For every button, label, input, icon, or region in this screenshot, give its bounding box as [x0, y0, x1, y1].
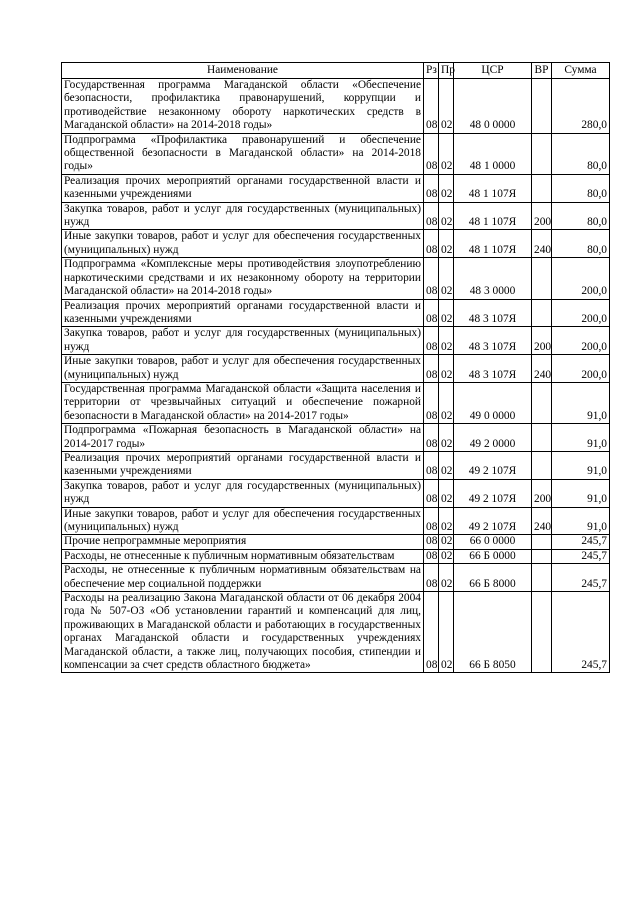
row-vr — [532, 79, 552, 134]
row-vr: 200 — [532, 202, 552, 230]
row-csr: 48 1 107Я — [454, 230, 532, 258]
header-rz: Рз — [424, 63, 439, 79]
row-csr: 48 0 0000 — [454, 79, 532, 134]
row-name: Закупка товаров, работ и услуг для государственных (муниципальных) нужд — [62, 327, 424, 355]
table-row — [62, 535, 610, 549]
row-sum: 245,7 — [552, 592, 610, 673]
row-csr: 49 2 107Я — [454, 507, 532, 535]
row-rz: 08 — [424, 355, 439, 383]
row-rz: 08 — [424, 535, 439, 549]
row-csr: 49 0 0000 — [454, 382, 532, 423]
row-rz: 08 — [424, 230, 439, 258]
table-row — [62, 507, 610, 535]
row-vr — [532, 299, 552, 327]
row-rz: 08 — [424, 549, 439, 563]
row-csr: 66 0 0000 — [454, 535, 532, 549]
row-rz: 08 — [424, 79, 439, 134]
row-name: Реализация прочих мероприятий органами государственной власти и казенными учреждениями — [62, 451, 424, 479]
table-row — [62, 79, 610, 134]
row-vr — [532, 424, 552, 452]
row-pr: 02 — [439, 79, 454, 134]
row-sum: 200,0 — [552, 327, 610, 355]
row-vr — [532, 549, 552, 563]
row-name: Государственная программа Магаданской области «Обеспечение безопасности, профилактика правонарушений, коррупции и противодействие незаконному обороту наркотических средств в Магаданской области» на 2014-2018 годы» — [62, 79, 424, 134]
row-vr: 200 — [532, 327, 552, 355]
row-name: Подпрограмма «Комплексные меры противодействия злоупотреблению наркотическими средствами и их незаконному обороту на территории Магаданской области» на 2014-2018 годы» — [62, 258, 424, 299]
row-csr: 66 Б 8000 — [454, 564, 532, 592]
row-vr — [532, 451, 552, 479]
row-rz: 08 — [424, 258, 439, 299]
row-pr: 02 — [439, 549, 454, 563]
header-vr: ВР — [532, 63, 552, 79]
row-sum: 91,0 — [552, 424, 610, 452]
row-name: Закупка товаров, работ и услуг для государственных (муниципальных) нужд — [62, 202, 424, 230]
row-sum: 245,7 — [552, 549, 610, 563]
row-name: Закупка товаров, работ и услуг для государственных (муниципальных) нужд — [62, 479, 424, 507]
row-sum: 200,0 — [552, 258, 610, 299]
row-name: Расходы, не отнесенные к публичным нормативным обязательствам — [62, 549, 424, 563]
row-vr: 240 — [532, 355, 552, 383]
row-sum: 200,0 — [552, 355, 610, 383]
row-vr: 240 — [532, 507, 552, 535]
table-row — [62, 133, 610, 174]
table-row — [62, 549, 610, 563]
row-rz: 08 — [424, 382, 439, 423]
row-sum: 245,7 — [552, 535, 610, 549]
row-sum: 80,0 — [552, 202, 610, 230]
row-csr: 49 2 107Я — [454, 479, 532, 507]
header-csr: ЦСР — [454, 63, 532, 79]
row-sum: 91,0 — [552, 382, 610, 423]
row-sum: 91,0 — [552, 451, 610, 479]
row-csr: 48 3 107Я — [454, 327, 532, 355]
row-sum: 245,7 — [552, 564, 610, 592]
row-rz: 08 — [424, 424, 439, 452]
table-row — [62, 355, 610, 383]
header-pr: Пр — [439, 63, 454, 79]
row-sum: 80,0 — [552, 174, 610, 202]
row-vr: 240 — [532, 230, 552, 258]
row-csr: 48 3 0000 — [454, 258, 532, 299]
row-vr — [532, 174, 552, 202]
table-row — [62, 327, 610, 355]
row-rz: 08 — [424, 479, 439, 507]
row-rz: 08 — [424, 174, 439, 202]
row-pr: 02 — [439, 174, 454, 202]
budget-table — [61, 62, 610, 673]
table-row — [62, 479, 610, 507]
row-rz: 08 — [424, 564, 439, 592]
row-rz: 08 — [424, 133, 439, 174]
row-sum: 80,0 — [552, 133, 610, 174]
row-vr — [532, 382, 552, 423]
table-body — [62, 79, 610, 673]
row-csr: 49 2 107Я — [454, 451, 532, 479]
row-sum: 280,0 — [552, 79, 610, 134]
row-pr: 02 — [439, 592, 454, 673]
row-name: Иные закупки товаров, работ и услуг для обеспечения государственных (муниципальных) нужд — [62, 507, 424, 535]
row-vr — [532, 564, 552, 592]
row-rz: 08 — [424, 299, 439, 327]
row-rz: 08 — [424, 451, 439, 479]
table-row — [62, 382, 610, 423]
table-row — [62, 424, 610, 452]
row-pr: 02 — [439, 355, 454, 383]
row-csr: 48 3 107Я — [454, 355, 532, 383]
row-vr: 200 — [532, 479, 552, 507]
row-name: Государственная программа Магаданской области «Защита населения и территории от чрезвычайных ситуаций и обеспечение пожарной безопасности в Магаданской области» на 2014-2017 годы» — [62, 382, 424, 423]
row-pr: 02 — [439, 327, 454, 355]
row-name: Подпрограмма «Профилактика правонарушений и обеспечение общественной безопасности в Магаданской области» на 2014-2018 годы» — [62, 133, 424, 174]
row-name: Подпрограмма «Пожарная безопасность в Магаданской области» на 2014-2017 годы» — [62, 424, 424, 452]
table-row — [62, 564, 610, 592]
table-row — [62, 592, 610, 673]
row-pr: 02 — [439, 564, 454, 592]
row-vr — [532, 592, 552, 673]
row-name: Прочие непрограммные мероприятия — [62, 535, 424, 549]
row-sum: 91,0 — [552, 507, 610, 535]
row-csr: 48 1 107Я — [454, 202, 532, 230]
row-name: Иные закупки товаров, работ и услуг для обеспечения государственных (муниципальных) нужд — [62, 230, 424, 258]
row-pr: 02 — [439, 299, 454, 327]
row-vr — [532, 535, 552, 549]
table-row — [62, 202, 610, 230]
row-pr: 02 — [439, 133, 454, 174]
header-sum: Сумма — [552, 63, 610, 79]
row-pr: 02 — [439, 507, 454, 535]
row-pr: 02 — [439, 230, 454, 258]
row-sum: 200,0 — [552, 299, 610, 327]
row-rz: 08 — [424, 592, 439, 673]
table-row — [62, 451, 610, 479]
table-row — [62, 299, 610, 327]
row-name: Реализация прочих мероприятий органами государственной власти и казенными учреждениями — [62, 299, 424, 327]
row-name: Иные закупки товаров, работ и услуг для обеспечения государственных (муниципальных) нужд — [62, 355, 424, 383]
row-pr: 02 — [439, 535, 454, 549]
row-rz: 08 — [424, 507, 439, 535]
row-name: Расходы на реализацию Закона Магаданской области от 06 декабря 2004 года № 507-ОЗ «Об установлении гарантий и компенсаций для лиц, проживающих в Магаданской области и работающих в государственных органах Магаданской области и государственных учреждениях Магаданской области, а также лиц, получающих пособия, стипендии и компенсации за счет средств областного бюджета» — [62, 592, 424, 673]
table-row — [62, 230, 610, 258]
table-row — [62, 174, 610, 202]
row-csr: 48 3 107Я — [454, 299, 532, 327]
table-row — [62, 258, 610, 299]
row-csr: 48 1 0000 — [454, 133, 532, 174]
row-csr: 66 Б 0000 — [454, 549, 532, 563]
row-pr: 02 — [439, 382, 454, 423]
row-pr: 02 — [439, 258, 454, 299]
row-pr: 02 — [439, 451, 454, 479]
row-sum: 80,0 — [552, 230, 610, 258]
row-rz: 08 — [424, 327, 439, 355]
row-pr: 02 — [439, 479, 454, 507]
row-name: Реализация прочих мероприятий органами государственной власти и казенными учреждениями — [62, 174, 424, 202]
row-sum: 91,0 — [552, 479, 610, 507]
row-csr: 66 Б 8050 — [454, 592, 532, 673]
row-pr: 02 — [439, 202, 454, 230]
row-rz: 08 — [424, 202, 439, 230]
table-header-row — [62, 63, 610, 79]
row-csr: 49 2 0000 — [454, 424, 532, 452]
row-vr — [532, 258, 552, 299]
header-name: Наименование — [62, 63, 424, 79]
row-csr: 48 1 107Я — [454, 174, 532, 202]
row-vr — [532, 133, 552, 174]
row-pr: 02 — [439, 424, 454, 452]
row-name: Расходы, не отнесенные к публичным нормативным обязательствам на обеспечение мер социальной поддержки — [62, 564, 424, 592]
